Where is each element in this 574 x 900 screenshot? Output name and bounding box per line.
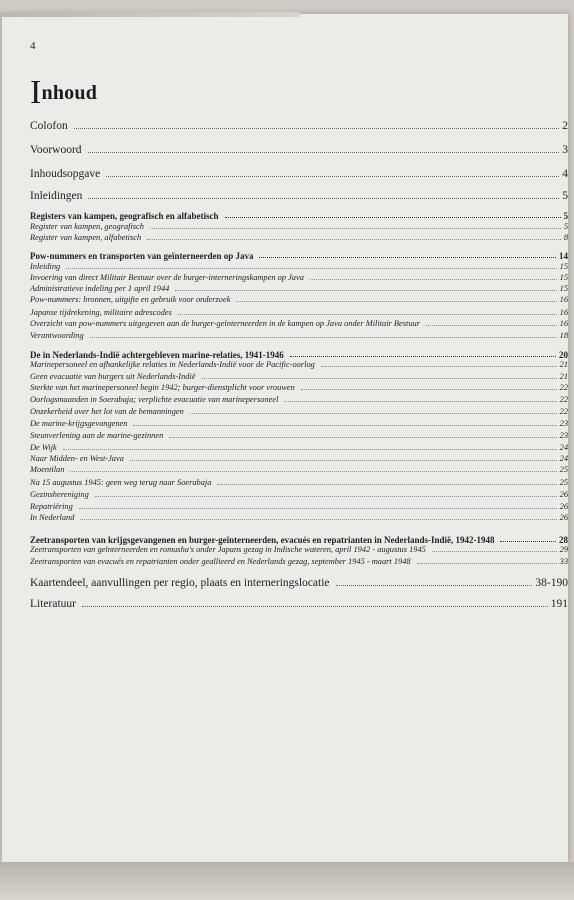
toc-entry-sub	[30, 476, 568, 487]
toc-entry-label: Kaartendeel, aanvullingen per regio, plaats en interneringslocatie	[30, 577, 330, 589]
title-rest: nhoud	[41, 82, 98, 104]
toc-entry-page: 5	[563, 222, 568, 231]
toc-entry-page: 23	[559, 431, 568, 440]
dot-leader	[426, 325, 557, 326]
dot-leader	[70, 471, 556, 472]
toc-entry-sub	[30, 555, 568, 566]
toc-entry-label: Literatuur	[30, 598, 76, 610]
toc-entry-label: Gezinshereniging	[30, 490, 89, 499]
toc-entry-label: Register van kampen, geografisch	[30, 222, 144, 231]
toc-entry-label: Zeetransporten van krijgsgevangenen en burger-geïnterneerden, evacués en repatrianten in Nederlands-Indië, 1942-1948	[30, 535, 495, 545]
dot-leader	[432, 551, 557, 552]
toc-entry-page: 25	[559, 465, 568, 474]
toc-entry-page: 25	[559, 478, 568, 487]
toc-entry-label: Overzicht van pow-nummers uitgegeven aan de burger-geïnterneerden in de kampen op Java onder Militair Bestuur	[30, 319, 420, 328]
toc-entry-main	[30, 594, 568, 610]
toc-entry-label: Sterkte van het marinepersoneel begin 1942; burger-dienstplicht voor vrouwen	[30, 383, 295, 392]
toc-entry-sub	[30, 393, 568, 404]
toc-entry-sub	[30, 488, 568, 499]
toc-entry-main	[30, 573, 568, 589]
toc-entry-label: Moentilan	[30, 465, 65, 474]
dot-leader	[236, 301, 556, 302]
toc-entry-page: 23	[559, 419, 568, 428]
toc-entry-label: Marinepersoneel en afhankelijke relaties in Nederlands-Indië voor de Pacific-oorlog	[30, 360, 315, 369]
toc-entry-label: Steunverlening aan de marine-gezinnen	[30, 431, 164, 440]
dot-leader	[190, 413, 557, 414]
dot-leader	[225, 217, 561, 218]
dot-leader	[63, 449, 557, 450]
toc-entry-sub	[30, 271, 568, 282]
toc-entry-sub	[30, 306, 568, 317]
dot-leader	[336, 585, 533, 586]
toc-entry-sub	[30, 282, 568, 293]
dot-leader	[290, 356, 556, 357]
toc-entry-label: Inhoudsopgave	[30, 168, 101, 180]
toc-entry-sub	[30, 220, 568, 231]
toc-entry-page: 191	[550, 598, 568, 610]
toc-entry-sub	[30, 500, 568, 511]
toc-entry-label: Invoering van direct Militair Bestuur over de burger-interneringskampen op Java	[30, 273, 304, 282]
dot-leader	[80, 519, 556, 520]
toc-entry-page: 26	[559, 513, 568, 522]
toc-entry-label: Register van kampen, alfabetisch	[30, 233, 142, 242]
page-edge-shadow	[0, 12, 300, 17]
toc-entry-sub	[30, 381, 568, 392]
toc-entry-page: 22	[559, 383, 568, 392]
dot-leader	[417, 563, 557, 564]
dot-leader	[169, 437, 556, 438]
toc-entry-page: 24	[559, 443, 568, 452]
toc-entry-sub	[30, 405, 568, 416]
dot-leader	[202, 378, 557, 379]
toc-entry-page: 18	[559, 331, 568, 340]
toc-entry-page: 2	[562, 120, 568, 132]
toc-entry-sub	[30, 463, 568, 474]
toc-entry-page: 20	[559, 350, 568, 360]
toc-entry-page: 16	[559, 295, 568, 304]
toc-entry-sub	[30, 452, 568, 463]
toc-entry-label: De in Nederlands-Indië achtergebleven marine-relaties, 1941-1946	[30, 350, 284, 360]
toc-entry-page: 15	[559, 262, 568, 271]
toc-entry-sub	[30, 231, 568, 242]
toc-entry-page: 29	[559, 545, 568, 554]
toc-entry-label: Registers van kampen, geografisch en alfabetisch	[30, 211, 219, 221]
toc-entry-label: Oorlogsmaanden in Soerabaja; verplichte evacuatie van marinepersoneel	[30, 395, 279, 404]
toc-entry-page: 38-190	[535, 577, 568, 589]
toc-entry-sub	[30, 370, 568, 381]
toc-entry-label: Voorwoord	[30, 144, 82, 156]
toc-entry-label: Pow-nummers en transporten van geïnterneerden op Java	[30, 251, 254, 261]
toc-entry-label: De marine-krijgsgevangenen	[30, 419, 128, 428]
dot-leader	[150, 228, 561, 229]
toc-entry-label: Naar Midden- en West-Java	[30, 454, 124, 463]
dot-leader	[90, 337, 557, 338]
toc-entry-label: Repatriëring	[30, 502, 73, 511]
toc-entry-label: Onzekerheid over het lot van de bemanningen	[30, 407, 184, 416]
toc-entry-page: 5	[562, 190, 568, 202]
toc-entry-page: 22	[559, 395, 568, 404]
toc-entry-page: 24	[559, 454, 568, 463]
toc-entry-page: 8	[563, 233, 568, 242]
dot-leader	[130, 460, 557, 461]
toc-entry-page: 5	[563, 211, 568, 221]
dot-leader	[66, 268, 556, 269]
page-number: 4	[30, 40, 36, 52]
dot-leader	[284, 401, 556, 402]
dot-leader	[88, 198, 559, 199]
toc-entry-page: 16	[559, 308, 568, 317]
table-surface	[0, 862, 574, 900]
dot-leader	[82, 606, 548, 607]
dot-leader	[106, 176, 559, 177]
dot-leader	[301, 389, 557, 390]
toc-entry-page: 28	[559, 535, 568, 545]
toc-entry-label: Geen evacuatie van burgers uit Nederlands-Indië	[30, 372, 196, 381]
dot-leader	[259, 257, 556, 258]
toc-entry-label: Na 15 augustus 1945: geen weg terug naar Soerabaja	[30, 478, 212, 487]
toc-entry-label: Colofon	[30, 120, 68, 132]
toc-entry-page: 26	[559, 490, 568, 499]
toc-entry-label: Inleiding	[30, 262, 61, 271]
dot-leader	[79, 508, 557, 509]
toc-entry-label: Zeetransporten van evacués en repatrianten onder geallieerd en Nederlands gezag, september 1945 - maart 1948	[30, 557, 411, 566]
toc-entry-page: 4	[562, 168, 568, 180]
page-title	[30, 74, 97, 112]
toc-entry-sub	[30, 511, 568, 522]
dot-leader	[74, 128, 560, 129]
toc-entry-section	[30, 247, 568, 261]
dot-leader	[133, 425, 556, 426]
toc-entry-label: De Wijk	[30, 443, 57, 452]
toc-entry-page: 21	[559, 360, 568, 369]
dot-leader	[500, 541, 556, 542]
dot-leader	[321, 366, 557, 367]
toc-entry-sub	[30, 429, 568, 440]
title-initial: I	[30, 74, 42, 111]
toc-entry-label: Japanse tijdrekening, militaire adrescodes	[30, 308, 172, 317]
toc-entry-main	[30, 186, 568, 202]
toc-entry-page: 3	[562, 144, 568, 156]
toc-entry-page: 16	[559, 319, 568, 328]
dot-leader	[95, 496, 557, 497]
dot-leader	[147, 239, 561, 240]
toc-entry-page: 33	[559, 557, 568, 566]
toc-entry-page: 26	[559, 502, 568, 511]
dot-leader	[88, 152, 560, 153]
toc-entry-main	[30, 164, 568, 180]
dot-leader	[310, 279, 557, 280]
toc-entry-label: Inleidingen	[30, 190, 83, 202]
toc-entry-section	[30, 207, 568, 221]
toc-entry-page: 15	[559, 273, 568, 282]
toc-entry-sub	[30, 260, 568, 271]
toc-entry-main	[30, 116, 568, 132]
toc-entry-sub	[30, 417, 568, 428]
toc-entry-sub	[30, 293, 568, 304]
toc-entry-page: 22	[559, 407, 568, 416]
toc-entry-label: In Nederland	[30, 513, 75, 522]
dot-leader	[178, 314, 557, 315]
toc-entry-page: 15	[559, 284, 568, 293]
dot-leader	[217, 484, 556, 485]
toc-entry-sub	[30, 543, 568, 554]
toc-entry-main	[30, 140, 568, 156]
dot-leader	[175, 290, 556, 291]
toc-entry-label: Zeetransporten van geïnterneerden en romusha's onder Japans gezag in Indische wateren, april 1942 - augustus 1945	[30, 545, 426, 554]
toc-entry-sub	[30, 358, 568, 369]
toc-entry-sub	[30, 441, 568, 452]
toc-entry-page: 21	[559, 372, 568, 381]
toc-entry-label: Verantwoording	[30, 331, 84, 340]
toc-entry-page: 14	[559, 251, 568, 261]
toc-entry-sub	[30, 317, 568, 328]
toc-entry-label: Administratieve indeling per 1 april 1944	[30, 284, 170, 293]
toc-entry-label: Pow-nummers: bronnen, uitgifte en gebruik voor onderzoek	[30, 295, 231, 304]
toc-entry-sub	[30, 329, 568, 340]
